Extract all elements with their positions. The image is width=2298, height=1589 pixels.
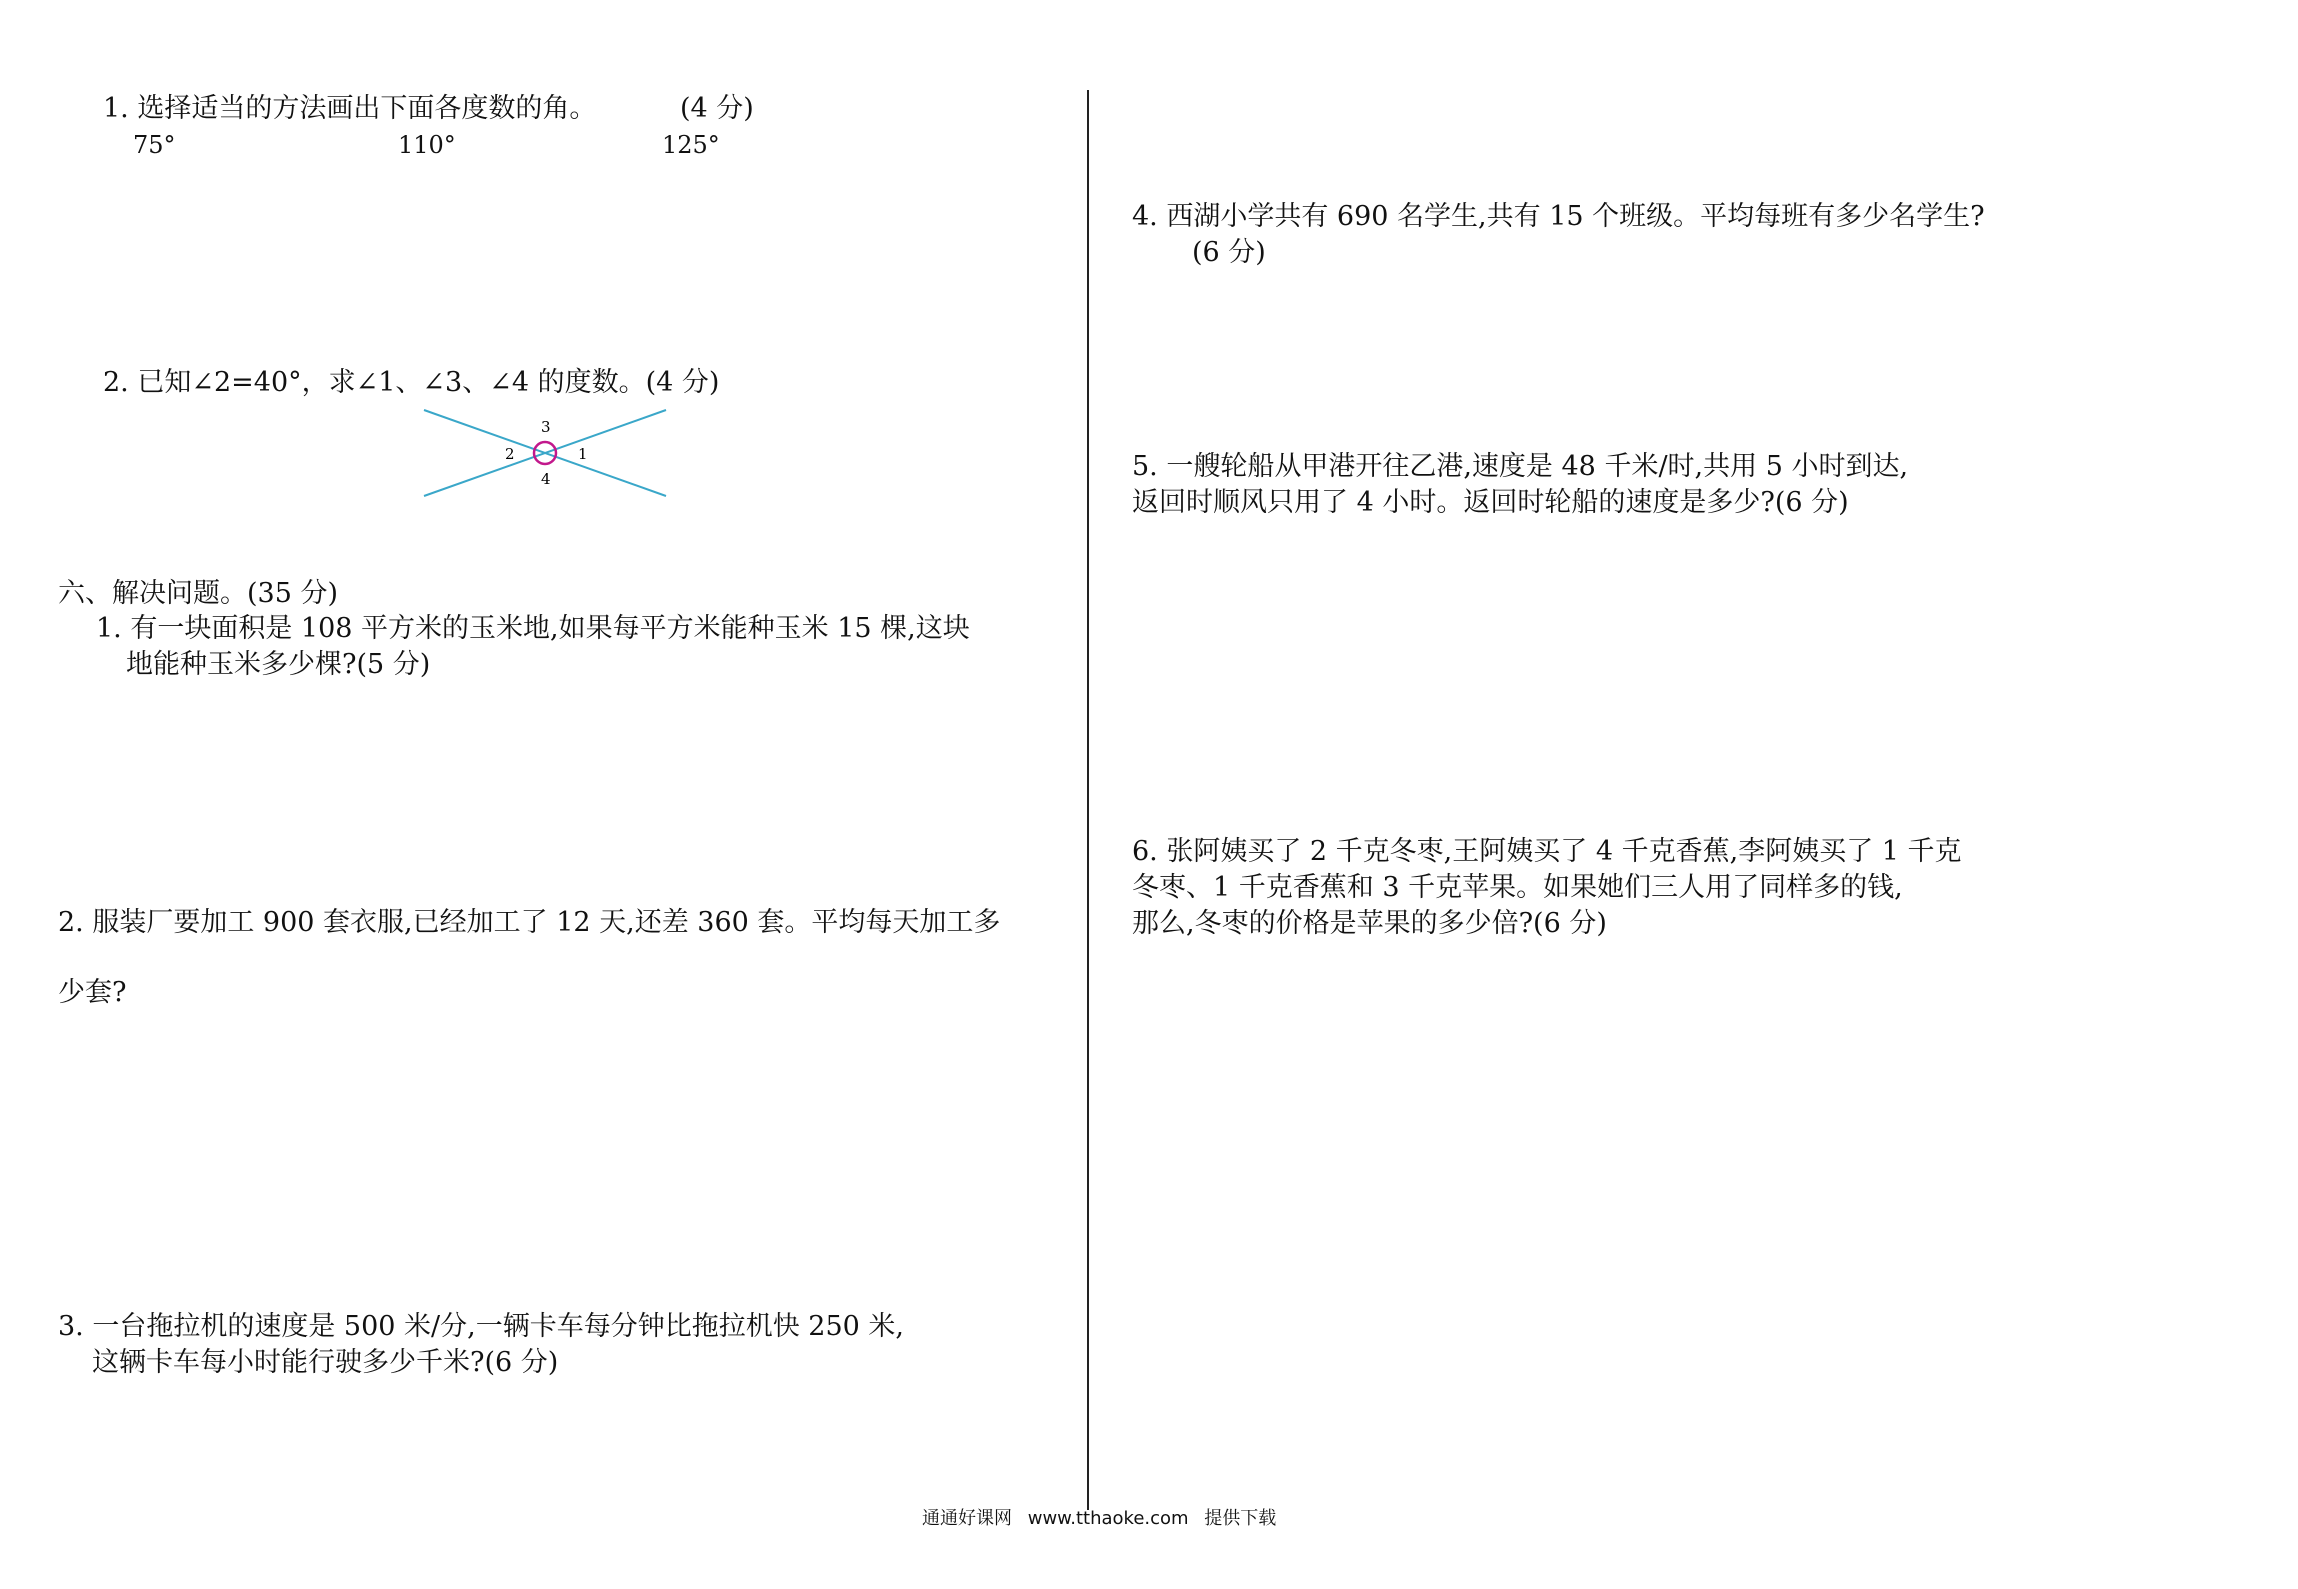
footer-site-name: 通通好课网 bbox=[922, 1508, 1012, 1529]
angle-3-label: 3 bbox=[541, 418, 551, 436]
section-6-heading: 六、解决问题。(35 分) bbox=[58, 578, 339, 609]
question-2-text: 2. 已知∠2=40°，求∠1、∠3、∠4 的度数。(4 分) bbox=[103, 367, 720, 398]
problem-2-line-1: 2. 服装厂要加工 900 套衣服,已经加工了 12 天,还差 360 套。平均每天加工多 bbox=[58, 907, 1001, 938]
column-divider bbox=[1087, 90, 1089, 1510]
question-1-score: (4 分) bbox=[680, 93, 754, 124]
angle-125-label: 125° bbox=[662, 131, 720, 159]
page-footer bbox=[922, 1508, 1286, 1530]
problem-4-line-2: (6 分) bbox=[1192, 237, 1266, 268]
angle-110-label: 110° bbox=[398, 131, 456, 159]
angle-1-label: 1 bbox=[578, 445, 588, 463]
problem-3-line-2: 这辆卡车每小时能行驶多少千米?(6 分) bbox=[92, 1347, 559, 1378]
problem-1-line-2: 地能种玉米多少棵?(5 分) bbox=[126, 649, 431, 680]
intersecting-lines-figure bbox=[420, 408, 680, 498]
problem-5-line-1: 5. 一艘轮船从甲港开往乙港,速度是 48 千米/时,共用 5 小时到达, bbox=[1132, 451, 1909, 482]
problem-3-line-1: 3. 一台拖拉机的速度是 500 米/分,一辆卡车每分钟比拖拉机快 250 米, bbox=[58, 1311, 905, 1342]
problem-6-line-1: 6. 张阿姨买了 2 千克冬枣,王阿姨买了 4 千克香蕉,李阿姨买了 1 千克 bbox=[1132, 836, 1962, 867]
angle-75-label: 75° bbox=[133, 131, 176, 159]
problem-6-line-2: 冬枣、1 千克香蕉和 3 千克苹果。如果她们三人用了同样多的钱, bbox=[1132, 872, 1903, 903]
problem-4-line-1: 4. 西湖小学共有 690 名学生,共有 15 个班级。平均每班有多少名学生? bbox=[1132, 201, 1985, 232]
problem-6-line-3: 那么,冬枣的价格是苹果的多少倍?(6 分) bbox=[1132, 908, 1607, 939]
question-1-text: 1. 选择适当的方法画出下面各度数的角。 bbox=[103, 93, 597, 124]
problem-5-line-2: 返回时顺风只用了 4 小时。返回时轮船的速度是多少?(6 分) bbox=[1132, 487, 1849, 518]
footer-suffix: 提供下载 bbox=[1204, 1508, 1277, 1529]
problem-1-line-1: 1. 有一块面积是 108 平方米的玉米地,如果每平方米能种玉米 15 棵,这块 bbox=[96, 613, 970, 644]
footer-url-link[interactable]: www.tthaoke.com bbox=[1027, 1508, 1189, 1529]
angle-4-label: 4 bbox=[541, 470, 551, 488]
angle-2-label: 2 bbox=[505, 445, 515, 463]
problem-2-line-2: 少套? bbox=[58, 977, 127, 1008]
